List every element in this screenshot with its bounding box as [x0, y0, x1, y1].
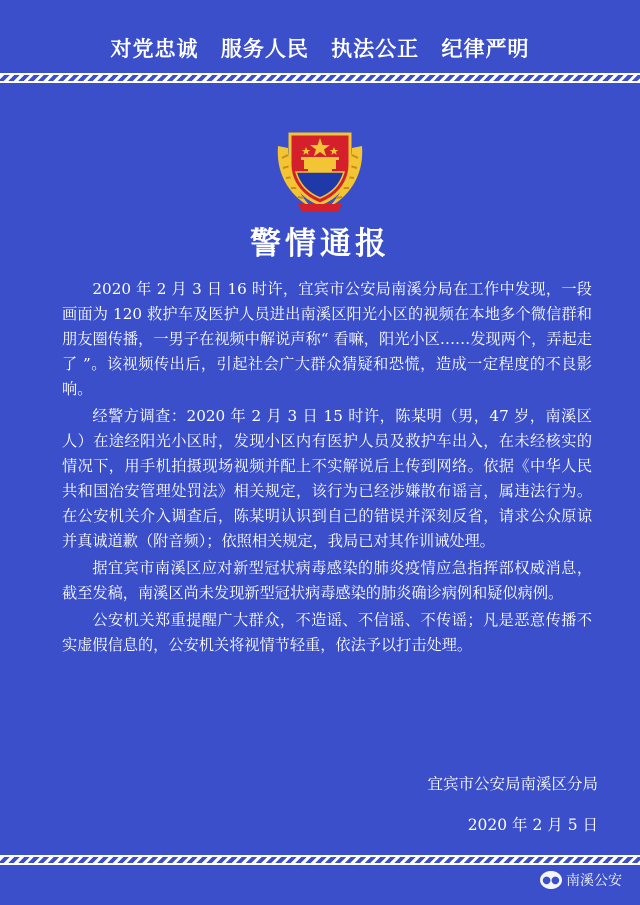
wechat-icon: ●●: [540, 871, 562, 889]
police-emblem-icon: [268, 112, 372, 216]
notice-title: 警情通报: [250, 226, 390, 262]
issuer-signature: 宜宾市公安局南溪区分局: [427, 775, 598, 793]
wechat-watermark: [540, 866, 622, 894]
body-paragraph-1: 2020 年 2 月 3 日 16 时许，宜宾市公安局南溪分局在工作中发现，一段画面为 120 救护车及医护人员进出南溪区阳光小区的视频在本地多个微信群和朋友圈传播，一男子在视频中解说声称“ 看嘛，阳光小区……发现两个，弄起走了 ”。该视频传出后，引起社会广大群众猜疑和恐慌，造成一定程度的不良影响。: [62, 280, 592, 398]
decorative-band-top: [0, 73, 640, 83]
body-paragraph-2: 经警方调查：2020 年 2 月 3 日 15 时许，陈某明（男，47 岁，南溪区人）在途经阳光小区时，发现小区内有医护人员及救护车出入，在未经核实的情况下，用手机拍摄现场视频并配上不实解说后上传到网络。依据《中华人民共和国治安管理处罚法》相关规定，该行为已经涉嫌散布谣言，属违法行为。在公安机关介入调查后，陈某明认识到自己的错误并深刻反省，请求公众原谅并真诚道歉（附音频）；依照相关规定，我局已对其作训诫处理。: [62, 407, 592, 550]
motto-header: 对党忠诚 服务人民 执法公正 纪律严明: [110, 37, 530, 61]
decorative-band-bottom: [0, 855, 640, 865]
notice-body: [62, 277, 592, 660]
issue-date: 2020 年 2 月 5 日: [467, 816, 598, 834]
watermark-label: 南溪公安: [566, 873, 622, 889]
body-paragraph-4: 公安机关郑重提醒广大群众，不造谣、不信谣、不传谣；凡是恶意传播不实虚假信息的，公安机关将视情节轻重，依法予以打击处理。: [62, 611, 592, 654]
body-paragraph-3: 据宜宾市南溪区应对新型冠状病毒感染的肺炎疫情应急指挥部权威消息，截至发稿，南溪区尚未发现新型冠状病毒感染的肺炎确诊病例和疑似病例。: [62, 559, 592, 602]
